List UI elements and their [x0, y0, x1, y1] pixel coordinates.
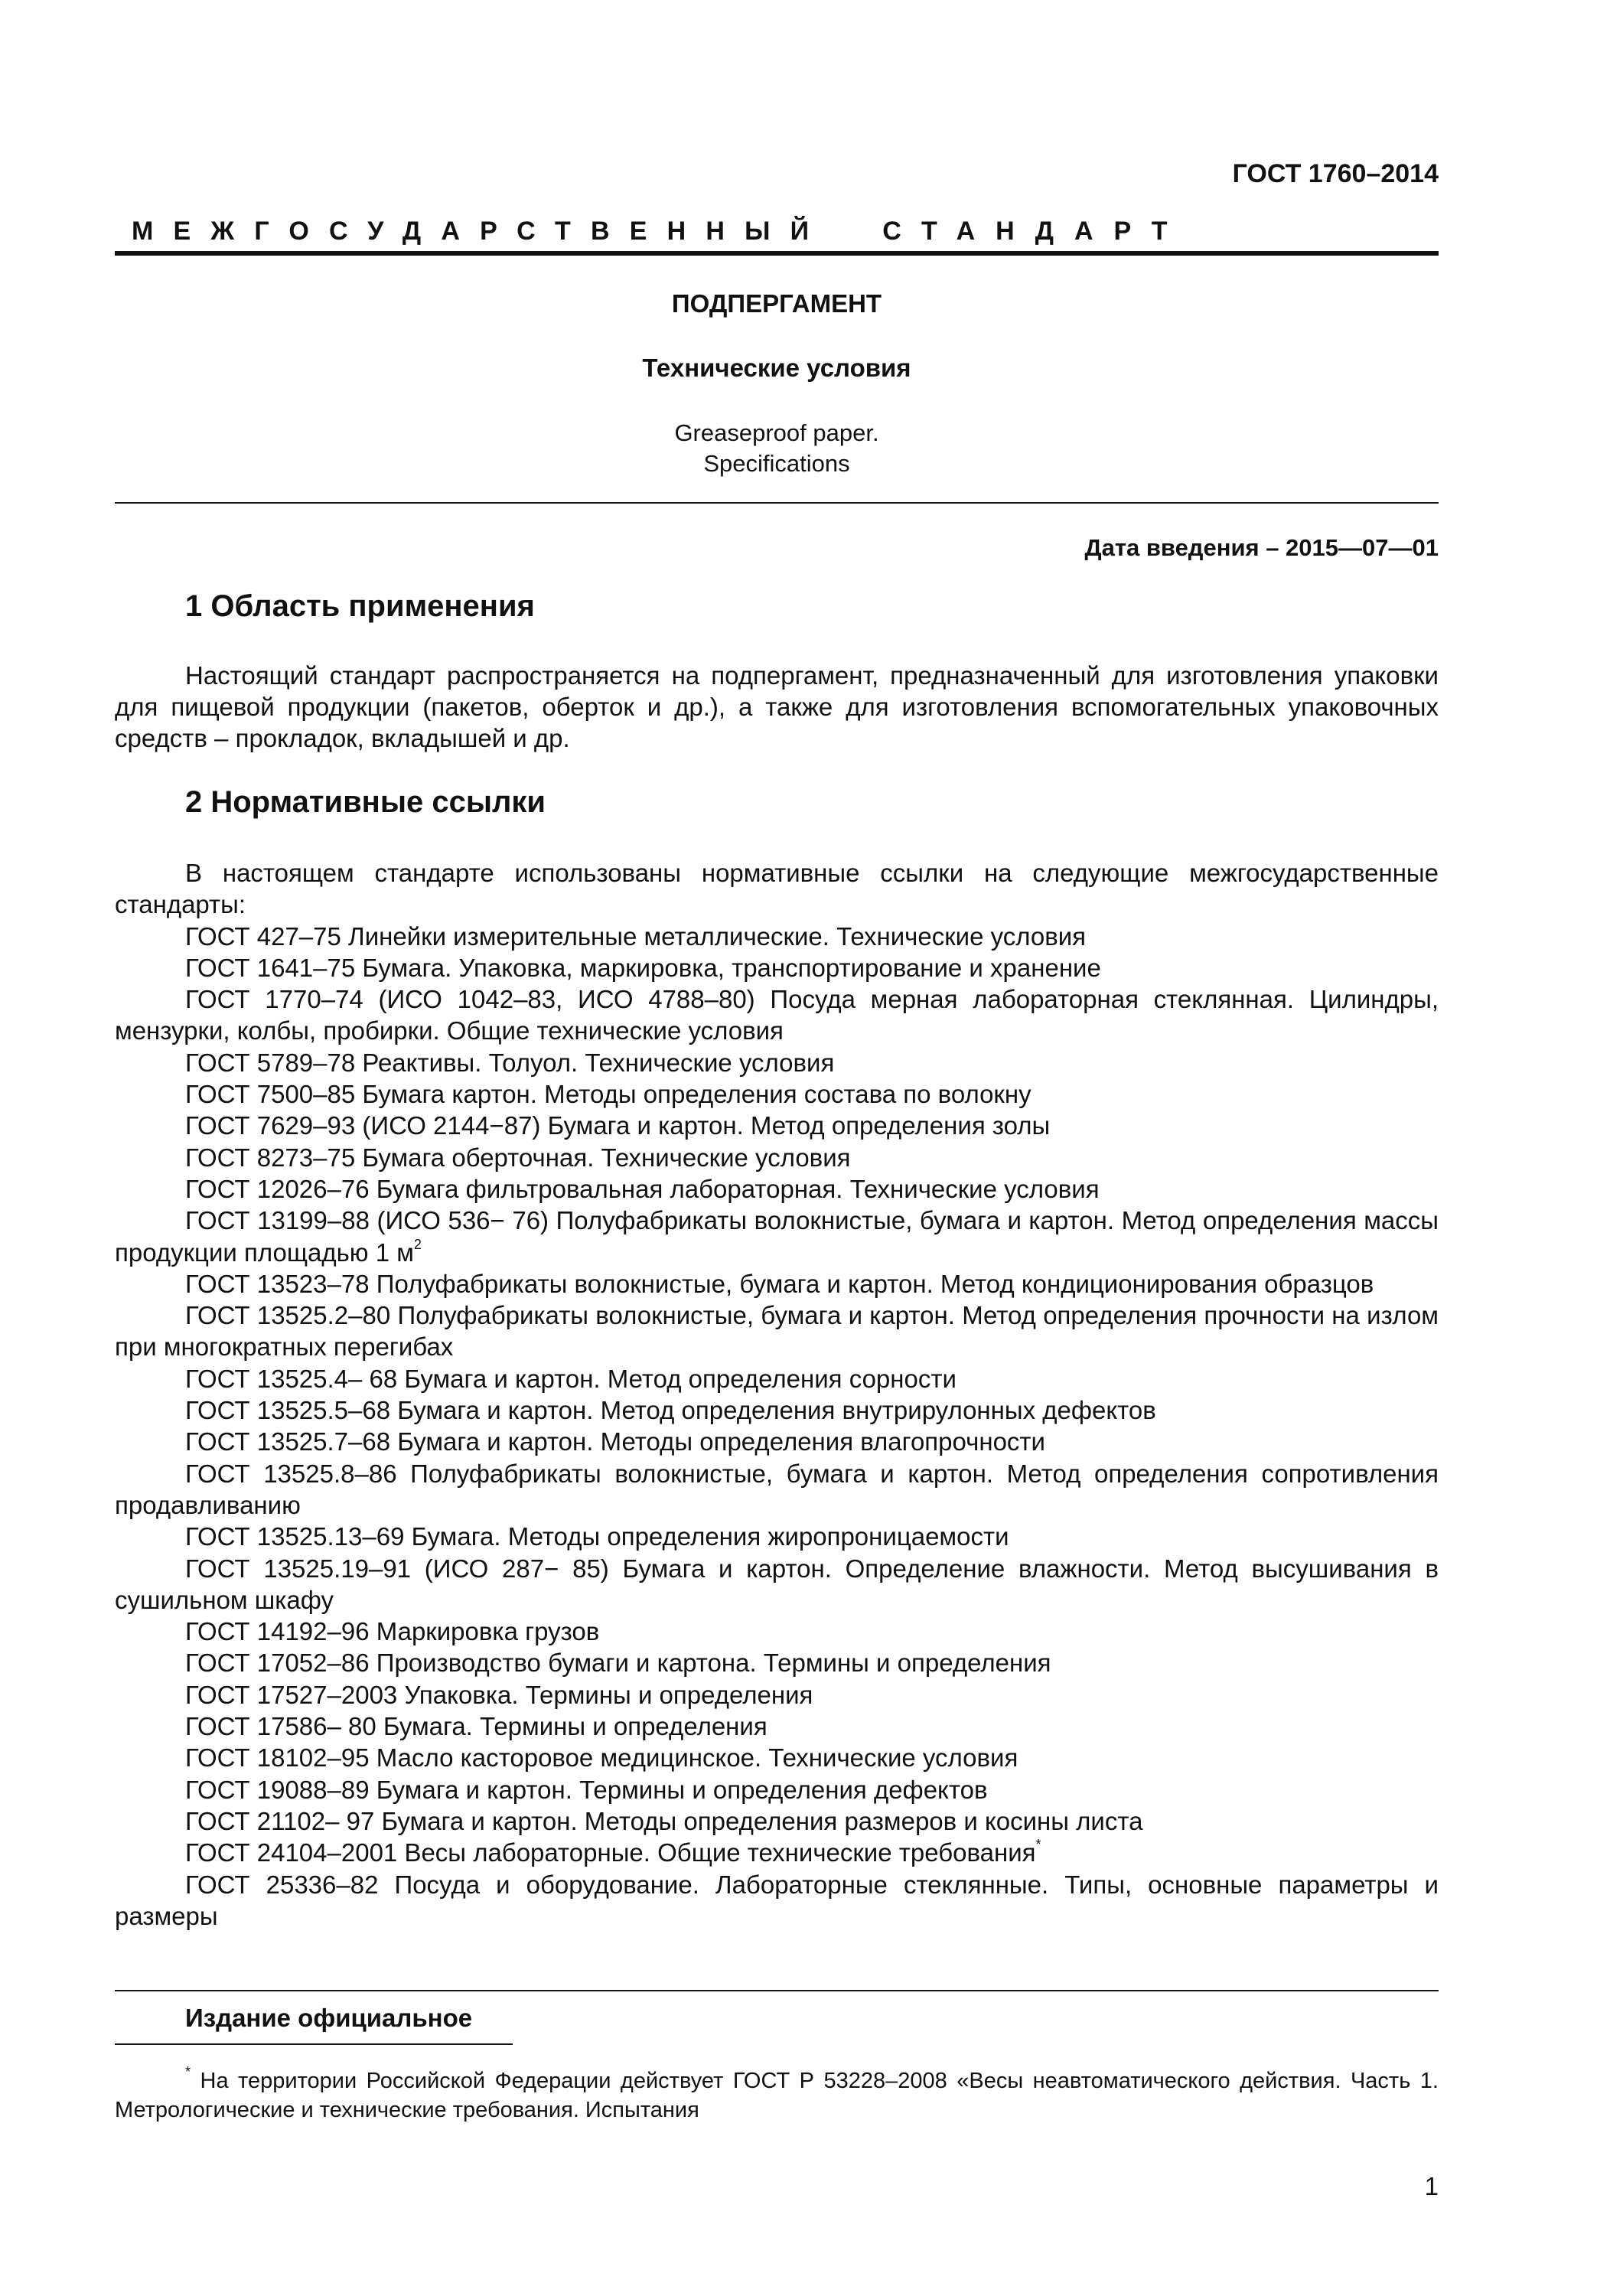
reference-item: ГОСТ 1641–75 Бумага. Упаковка, маркировка, транспортирование и хранение [185, 953, 1101, 982]
standard-word: СТАНДАРТ [882, 217, 1188, 246]
reference-item: ГОСТ 17052–86 Производство бумаги и картона. Термины и определения [185, 1649, 1051, 1678]
reference-item: ГОСТ 17527–2003 Упаковка. Термины и определения [185, 1680, 813, 1709]
reference-item: ГОСТ 7629–93 (ИСО 2144−87) Бумага и картон. Метод определения золы [185, 1111, 1051, 1140]
document-number: ГОСТ 1760–2014 [1232, 159, 1439, 188]
document-subtitle: Технические условия [642, 354, 911, 382]
reference-item: ГОСТ 8273–75 Бумага оберточная. Технические условия [185, 1143, 851, 1172]
reference-item: ГОСТ 13525.19–91 (ИСО 287− 85) Бумага и картон. Определение влажности. Метод высушивания в сушильном шкафу [115, 1554, 1439, 1614]
reference-item: ГОСТ 7500–85 Бумага картон. Методы определения состава по волокну [185, 1080, 1031, 1109]
reference-item: ГОСТ 13525.8–86 Полуфабрикаты волокнистые, бумага и картон. Метод определения сопротивления продавливанию [115, 1459, 1439, 1519]
interstate-word: МЕЖГОСУДАРСТВЕННЫЙ [132, 217, 829, 246]
superscript-squared: 2 [413, 1236, 422, 1252]
english-title-line1: Greaseproof paper. [674, 419, 879, 446]
reference-item: ГОСТ 13525.7–68 Бумага и картон. Методы определения влагопрочности [185, 1427, 1045, 1456]
english-title [115, 418, 1439, 479]
section1-heading: 1 Область применения [185, 589, 535, 623]
section2-heading: 2 Нормативные ссылки [185, 785, 546, 819]
footnote-mark: * [185, 2064, 191, 2080]
reference-item: ГОСТ 13525.4– 68 Бумага и картон. Метод определения сорности [185, 1364, 957, 1393]
section1-text: Настоящий стандарт распространяется на подпергамент, предназначенный для изготовления упаковки для пищевой продукции (пакетов, оберток и др.), а также для изготовления вспомогательных упаковочных средств – прокладок, вкладышей и др. [115, 661, 1439, 752]
reference-item: ГОСТ 427–75 Линейки измерительные металлические. Технические условия [185, 921, 1087, 951]
reference-item: ГОСТ 19088–89 Бумага и картон. Термины и определения дефектов [185, 1775, 988, 1804]
footnote-separator [115, 2043, 513, 2045]
official-edition-label: Издание официальное [185, 2004, 473, 2032]
reference-item: ГОСТ 5789–78 Реактивы. Толуол. Технические условия [185, 1048, 835, 1077]
interstate-standard-banner [132, 217, 1432, 246]
reference-item: ГОСТ 21102– 97 Бумага и картон. Методы определения размеров и косины листа [185, 1806, 1143, 1835]
reference-item [115, 1205, 1439, 1268]
reference-item: ГОСТ 14192–96 Маркировка грузов [185, 1617, 600, 1646]
reference-item: ГОСТ 1770–74 (ИСО 1042–83, ИСО 4788–80) Посуда мерная лабораторная стеклянная. Цилиндры, мензурки, колбы, пробирки. Общие технические условия [115, 985, 1439, 1045]
reference-item [115, 1837, 1439, 1868]
title-divider [115, 502, 1439, 504]
references-intro: В настоящем стандарте использованы нормативные ссылки на следующие межгосударственные стандарты: [115, 859, 1439, 919]
document-page [115, 0, 1439, 2296]
normative-references [115, 857, 1439, 1932]
body-end-divider [115, 1990, 1439, 1991]
reference-item: ГОСТ 25336–82 Посуда и оборудование. Лабораторные стеклянные. Типы, основные параметры и размеры [115, 1870, 1439, 1930]
introduction-date: Дата введения – 2015—07—01 [1084, 534, 1439, 561]
header-divider [115, 251, 1439, 256]
reference-text: ГОСТ 24104–2001 Весы лабораторные. Общие технические требования [185, 1838, 1036, 1867]
reference-item: ГОСТ 17586– 80 Бумага. Термины и определения [185, 1712, 768, 1741]
document-title: ПОДПЕРГАМЕНТ [671, 289, 882, 318]
reference-item: ГОСТ 13525.2–80 Полуфабрикаты волокнистые, бумага и картон. Метод определения прочности на излом при многократных перегибах [115, 1301, 1439, 1362]
footnote [115, 2066, 1439, 2125]
reference-item: ГОСТ 13525.5–68 Бумага и картон. Метод определения внутрирулонных дефектов [185, 1396, 1156, 1425]
reference-text: ГОСТ 13199–88 (ИСО 536− 76) Полуфабрикаты волокнистые, бумага и картон. Метод определения массы продукции площадью 1 м [115, 1206, 1439, 1267]
reference-item: ГОСТ 13523–78 Полуфабрикаты волокнистые, бумага и картон. Метод кондиционирования образцов [185, 1269, 1374, 1298]
reference-item: ГОСТ 18102–95 Масло касторовое медицинское. Технические условия [185, 1743, 1018, 1773]
reference-item: ГОСТ 12026–76 Бумага фильтровальная лабораторная. Технические условия [185, 1174, 1100, 1203]
reference-item: ГОСТ 13525.13–69 Бумага. Методы определения жиропроницаемости [185, 1522, 1009, 1551]
page-number: 1 [1424, 2172, 1439, 2200]
english-title-line2: Specifications [703, 450, 850, 477]
footnote-text: На территории Российской Федерации действует ГОСТ Р 53228–2008 «Весы неавтоматического действия. Часть 1. Метрологические и технические требования. Испытания [115, 2069, 1439, 2122]
footnote-marker: * [1035, 1837, 1041, 1853]
